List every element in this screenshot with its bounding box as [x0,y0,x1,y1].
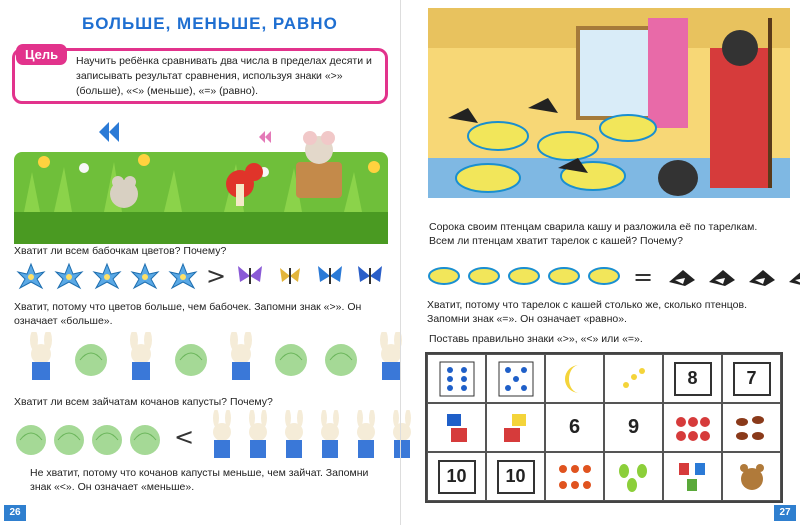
flower-icon [130,262,160,290]
number-box: 8 [674,362,712,396]
story-line-1: Сорока своим птенцам сварила кашу и разложила её по тарелкам. [429,221,758,233]
bowl-icon [547,264,581,290]
task-instruction: Поставь правильно знаки «>», «<» или «=». [429,333,643,345]
comparison-grid [425,352,783,503]
grid-cell [722,452,781,501]
greater-sign: > [206,262,227,290]
dice-six-dots-icon [439,361,475,397]
apples-icon [555,459,595,495]
goal-text: Научить ребёнка сравнивать два числа в пределах десяти и записывать результат сравнения, используя знаки «>» (больше), «<» (меньше), «=» (равно). [76,55,372,97]
rabbit-icon [206,410,238,464]
grid-cell [545,354,604,403]
rabbits-cabbages-row [22,332,410,382]
cabbage-icon [14,412,48,462]
grid-cell [486,403,545,452]
number-label: 6 [568,416,581,438]
flower-icon [92,262,122,290]
grid-cell [486,354,545,403]
cabbage-icon [128,412,162,462]
cabbages-rabbits-row [14,410,418,464]
grid-cell [486,452,545,501]
grid-cell [427,354,486,403]
rabbit-icon [222,332,260,382]
goal-label: Цель [16,44,67,65]
number-box: 10 [438,460,476,494]
grid-cell [604,452,663,501]
flower-icon [168,262,198,290]
answer-butterflies: Хватит, потому что цветов больше, чем бабочек. Запомни знак «>». Он означает «больше». [14,301,362,327]
rabbit-icon [122,332,160,382]
grid-cell [545,403,604,452]
cabbage-icon [272,332,310,382]
flower-icon [16,262,46,290]
rabbit-icon [350,410,382,464]
number-label: 9 [627,416,640,438]
dice-five-dots-icon [498,361,534,397]
strawberries-icon [673,410,713,446]
magpie-chick-icon [785,262,800,292]
bowl-icon [427,264,461,290]
bowls-chicks-row [427,262,800,292]
cubes-icon [439,410,475,446]
stars-icon [616,361,652,397]
less-sign: < [174,423,195,451]
equal-sign: = [633,263,654,291]
pears-icon [614,459,654,495]
bowl-icon [467,264,501,290]
grid-cell [722,354,781,403]
cabbage-icon [52,412,86,462]
rabbit-icon [242,410,274,464]
butterfly-icon [314,262,346,290]
cabbage-icon [90,412,124,462]
page-number-left: 26 [4,505,26,521]
moon-icon [557,361,593,397]
story-line-2: Всем ли птенцам хватит тарелок с кашей? Почему? [429,235,683,247]
magpie-chick-icon [705,262,739,292]
flower-icon [54,262,84,290]
grid-cell [604,354,663,403]
mushrooms-icon [732,410,772,446]
number-box: 7 [733,362,771,396]
answer-bowls: Хватит, потому что тарелок с кашей столько же, сколько птенцов. Запомни знак «=». Он означает «равно». [427,299,748,325]
grid-cell [663,354,722,403]
grid-cell [545,452,604,501]
magpie-chick-icon [745,262,779,292]
meadow-illustration [14,112,388,244]
grid-cell [427,452,486,501]
page-number-right: 27 [774,505,796,521]
bowl-icon [587,264,621,290]
bowl-icon [507,264,541,290]
question-butterflies: Хватит ли всем бабочкам цветов? Почему? [14,245,227,257]
question-rabbits: Хватит ли всем зайчатам кочанов капусты? Почему? [14,396,273,408]
flowers-butterflies-row [16,262,386,290]
answer-rabbits: Не хватит, потому что кочанов капусты меньше, чем зайчат. Запомни знак «<». Он означает «меньше». [30,467,369,493]
cabbage-icon [172,332,210,382]
magpie-chick-icon [665,262,699,292]
teddy-bear-icon [734,459,770,495]
page-title: БОЛЬШЕ, МЕНЬШЕ, РАВНО [82,14,338,33]
grid-cell [722,403,781,452]
grid-cell [427,403,486,452]
grid-cell [663,452,722,501]
grid-cell [604,403,663,452]
cabbage-icon [322,332,360,382]
cubes-icon [498,410,534,446]
rabbit-icon [278,410,310,464]
toy-figures-icon [673,459,713,495]
number-box: 10 [497,460,535,494]
butterfly-icon [354,262,386,290]
butterfly-icon [234,262,266,290]
rabbit-icon [22,332,60,382]
butterfly-icon [274,262,306,290]
cabbage-icon [72,332,110,382]
rabbit-icon [314,410,346,464]
grid-cell [663,403,722,452]
